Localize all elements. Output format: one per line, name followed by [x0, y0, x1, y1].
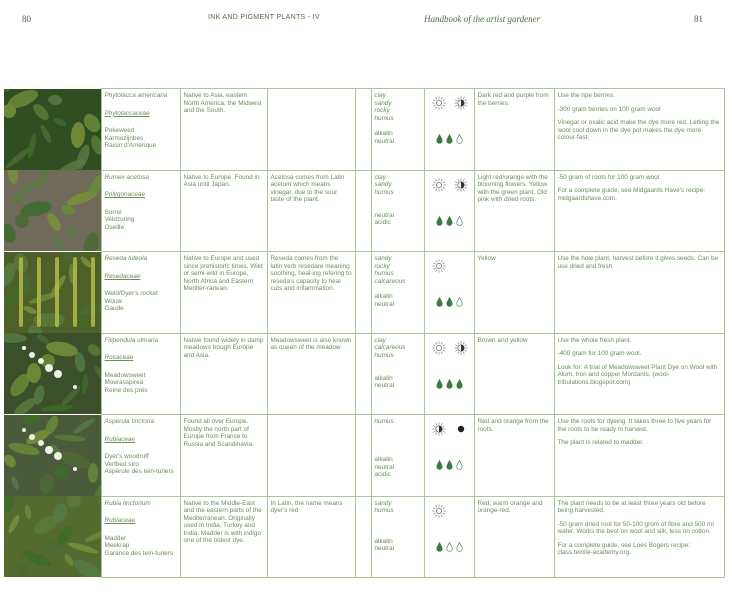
water-drop-filled-icon [446, 216, 453, 226]
water-drop-empty-icon [446, 542, 453, 552]
soil-cell [371, 496, 424, 578]
chapter-title: INK AND PIGMENT PLANTS - IV [208, 14, 320, 21]
soil-type: sandy [374, 499, 392, 507]
spacer-cell [355, 252, 371, 334]
common-name: Sorrel [104, 208, 122, 216]
water-drop-filled-icon [436, 216, 443, 226]
etymology-cell: Reseda comes from the latin verb resedare meaning soothing, heal-ing refering to reseda's capacity to heal cuts and inflammation. [267, 252, 355, 334]
conditions-cell [424, 252, 474, 334]
soil-type: calcareous [374, 277, 406, 285]
ph-value: neutral [374, 211, 395, 219]
soil-type: humus [374, 114, 394, 122]
origin-cell: Native found widely in damp meadows trough Europe and Asia. [180, 333, 267, 415]
half-sun-icon [454, 178, 468, 192]
common-name: Meekrap [104, 542, 130, 550]
conditions-cell [424, 89, 474, 171]
plant-name-cell [101, 170, 180, 252]
shade-icon [454, 422, 468, 436]
notes-cell [554, 89, 724, 171]
table-row [4, 170, 724, 252]
common-name: Madder [104, 534, 127, 542]
soil-cell [371, 252, 424, 334]
soil-type: humus [374, 188, 394, 196]
etymology-cell [267, 89, 355, 171]
sun-icon [432, 341, 446, 355]
soil-type: rocky [374, 107, 390, 115]
plant-photo [4, 252, 101, 333]
ph-value: alkalin [374, 537, 393, 545]
note-paragraph: -50 gram of roots for 100 gram wool. [557, 173, 661, 181]
water-need [428, 297, 471, 307]
sun-icon [432, 504, 446, 518]
half-sun-icon [432, 422, 446, 436]
common-name: Garance des tein-turiers [104, 549, 174, 557]
sun-exposure [428, 418, 471, 440]
note-paragraph: Use the hole plant, harvest before it gives seeds. Can be use dried and fresh. [557, 255, 719, 270]
water-drop-filled-icon [446, 379, 453, 389]
water-drop-filled-icon [456, 379, 463, 389]
sun-icon [432, 96, 446, 110]
colour-cell: Brown and yellow [474, 333, 554, 415]
soil-type: calcareous [374, 344, 406, 352]
plant-photo [4, 170, 101, 251]
sun-icon [432, 178, 446, 192]
common-name: Karmozijnbes [104, 134, 144, 142]
etymology-cell: Acetosa comes from Latin acetum which means vinegar, due to the sour taste of the plant. [267, 170, 355, 252]
plant-name-cell [101, 89, 180, 171]
water-drop-filled-icon [446, 460, 453, 470]
ph-value: alkalin [374, 130, 393, 137]
conditions-cell [424, 415, 474, 497]
etymology-cell: In Latin, the name means dyer's red [267, 496, 355, 578]
soil-cell [371, 415, 424, 497]
etymology-cell: Meadowsweet is also known as queen of the meadow. [267, 333, 355, 415]
common-name: Reine des prés [104, 386, 148, 394]
note-paragraph: -50 gram dried root for 50-100 grom of fibre and 500 ml water. Works the best on wool and silk, less on cotton. [557, 520, 714, 536]
half-sun-icon [454, 96, 468, 110]
plant-name-cell [101, 252, 180, 334]
book-title: Handbook of the artist gardener [424, 14, 541, 24]
ph-value: alkalin [374, 374, 393, 382]
origin-cell: Native to Asia, eastern North America, the Midwest and the South. [180, 89, 267, 171]
photo-cell [4, 170, 101, 252]
common-name: Oseille [104, 223, 125, 231]
sun-exposure [428, 337, 471, 359]
soil-type: clay [374, 92, 386, 99]
spacer-cell [355, 496, 371, 578]
ph-value: alkalin [374, 456, 393, 463]
water-drop-filled-icon [446, 134, 453, 144]
water-need [428, 460, 471, 470]
photo-cell [4, 89, 101, 171]
notes-cell [554, 333, 724, 415]
etymology-cell [267, 415, 355, 497]
note-paragraph: The plant is related to madder. [557, 439, 644, 447]
colour-cell: Red and orange from the roots. [474, 415, 554, 497]
colour-cell: Red, warm orange and orange-red. [474, 496, 554, 578]
page-number-left: 80 [22, 14, 31, 24]
latin-name: Filipendula ulmaria [104, 336, 159, 344]
note-paragraph: -300 gram berries on 100 gram wool [557, 105, 661, 113]
common-name: Wouw [104, 297, 123, 305]
common-name: Raisin d'Amerique [104, 142, 157, 150]
conditions-cell [424, 170, 474, 252]
note-paragraph: Use the roots for dyeing. It takes three to five years for the roots to be ready to harvest. [557, 418, 712, 433]
plant-family: Resedaceae [104, 272, 141, 280]
note-paragraph: For a complete guide, see Loes Bogers recipe: class.textile-academy.org. [557, 541, 691, 557]
note-paragraph: For a complete guide, see Midgaards Have's recipe: midgaardshave.com. [557, 187, 706, 202]
soil-type: clay [374, 336, 386, 344]
notes-cell [554, 415, 724, 497]
water-drop-filled-icon [436, 460, 443, 470]
notes-cell [554, 252, 724, 334]
water-drop-empty-icon [456, 542, 463, 552]
common-name: Dyer's woodruff [104, 453, 149, 461]
spacer-cell [355, 170, 371, 252]
plant-name-cell [101, 496, 180, 578]
water-need [428, 134, 471, 144]
half-sun-icon [454, 341, 468, 355]
common-name: Veldzuring [104, 216, 135, 224]
conditions-cell [424, 333, 474, 415]
photo-cell [4, 252, 101, 334]
note-paragraph: Use the whole fresh plant. [557, 336, 632, 344]
sun-exposure [428, 174, 471, 196]
colour-cell: Light red/orange with the blooming flowers. Yellow with the green plant. Old pink with dried roots. [474, 170, 554, 252]
ph-value: alkalin [374, 293, 393, 300]
ph-value: neutral [374, 463, 395, 471]
water-need [428, 379, 471, 389]
origin-cell: Native to Europe. Found in Asia until Japan. [180, 170, 267, 252]
photo-cell [4, 415, 101, 497]
spacer-cell [355, 333, 371, 415]
note-paragraph: Vinegar or oxalic acid make the dye more red. Letting the wool cool down in the dye pot makes the dye more colour-fast. [557, 119, 720, 142]
water-drop-filled-icon [446, 297, 453, 307]
plant-family: Phytolaccaceae [104, 109, 150, 117]
plant-photo [4, 89, 101, 170]
conditions-cell [424, 496, 474, 578]
water-drop-empty-icon [456, 297, 463, 307]
spacer-cell [355, 89, 371, 171]
plant-photo [4, 415, 101, 496]
table-row [4, 415, 724, 497]
water-drop-empty-icon [456, 134, 463, 144]
sun-exposure [428, 255, 471, 277]
water-drop-filled-icon [436, 297, 443, 307]
origin-cell: Found all over Europe. Mostly the north part of Europe from France to Russia and Scandinavia. [180, 415, 267, 497]
plant-photo [4, 496, 101, 577]
common-name: Meadowsweet [104, 371, 146, 379]
common-name: Moerasspirea [104, 379, 144, 387]
sun-exposure [428, 92, 471, 114]
soil-cell [371, 170, 424, 252]
plant-family: Rosaceae [104, 354, 134, 362]
water-drop-filled-icon [436, 542, 443, 552]
plant-name-cell [101, 415, 180, 497]
water-need [428, 542, 471, 552]
soil-type: sandy [374, 181, 392, 189]
water-drop-empty-icon [456, 216, 463, 226]
latin-name: Asperula tinctoria [104, 418, 154, 425]
water-need [428, 216, 471, 226]
plant-name-cell [101, 333, 180, 415]
common-name: Pokeweed [104, 127, 135, 135]
latin-name: Reseda luteola [104, 255, 148, 262]
water-drop-filled-icon [436, 134, 443, 144]
notes-cell [554, 170, 724, 252]
ph-value: neutral [374, 300, 395, 308]
page-number-right: 81 [694, 14, 703, 24]
note-paragraph: Use the ripe berries. [557, 92, 616, 99]
ph-value: acidic [374, 219, 391, 227]
ph-value: neutral [374, 137, 395, 145]
water-drop-filled-icon [436, 379, 443, 389]
note-paragraph: Look for: A trial of Meadowsweet Plant Dye on Wool with Alum, Iron and copper Mordants. (wool-tribulations.blogspot.com) [557, 363, 718, 386]
ph-value: neutral [374, 545, 395, 553]
note-paragraph: The plant needs to be at least three years old before being harvested. [557, 499, 706, 515]
soil-type: humus [374, 418, 394, 425]
soil-type: rocky [374, 262, 390, 270]
water-drop-empty-icon [456, 460, 463, 470]
photo-cell [4, 333, 101, 415]
spacer-cell [355, 415, 371, 497]
origin-cell: Native to the Middle-East and the eastern parts of the Mediterranean. Originally used in India, Turkey and India. Madder is with indigo one of the oldest dye. [180, 496, 267, 578]
soil-type: humus [374, 507, 394, 515]
note-paragraph: -400 gram for 100 gram wool. [557, 350, 642, 358]
notes-cell [554, 496, 724, 578]
plant-family: Rubiaceae [104, 435, 136, 443]
common-name: Weld/Dyer's rocket [104, 290, 158, 298]
table-row [4, 252, 724, 334]
table-row [4, 333, 724, 415]
soil-cell [371, 89, 424, 171]
plant-photo [4, 333, 101, 414]
table-row [4, 496, 724, 578]
origin-cell: Native to Europe and used since prehistoric times. Wild or semi-wild in Europe, North Africa and Eastern Mediter-ranean. [180, 252, 267, 334]
colour-cell: Yellow [474, 252, 554, 334]
soil-type: humus [374, 270, 394, 278]
common-name: Gaude [104, 305, 124, 313]
sun-exposure [428, 500, 471, 522]
soil-cell [371, 333, 424, 415]
soil-type: clay [374, 173, 386, 181]
soil-type: sandy [374, 255, 392, 262]
plant-family: Polygonaceae [104, 191, 146, 199]
latin-name: Rumex acetosa [104, 173, 149, 181]
soil-type: humus [374, 351, 394, 359]
common-name: Aspérule des tein-turiers [104, 468, 174, 476]
table-row [4, 89, 724, 171]
ph-value: neutral [374, 382, 395, 390]
dye-plants-table [4, 88, 725, 578]
plant-family: Rubiaceae [104, 517, 136, 525]
photo-cell [4, 496, 101, 578]
ph-value: acidic [374, 471, 391, 479]
soil-type: sandy [374, 99, 392, 107]
sun-icon [432, 259, 446, 273]
latin-name: Phytolacca americana [104, 92, 168, 99]
common-name: Verfbed stro [104, 460, 139, 468]
latin-name: Rubia tinctorium [104, 499, 151, 507]
colour-cell: Dark red and purple from the berries. [474, 89, 554, 171]
